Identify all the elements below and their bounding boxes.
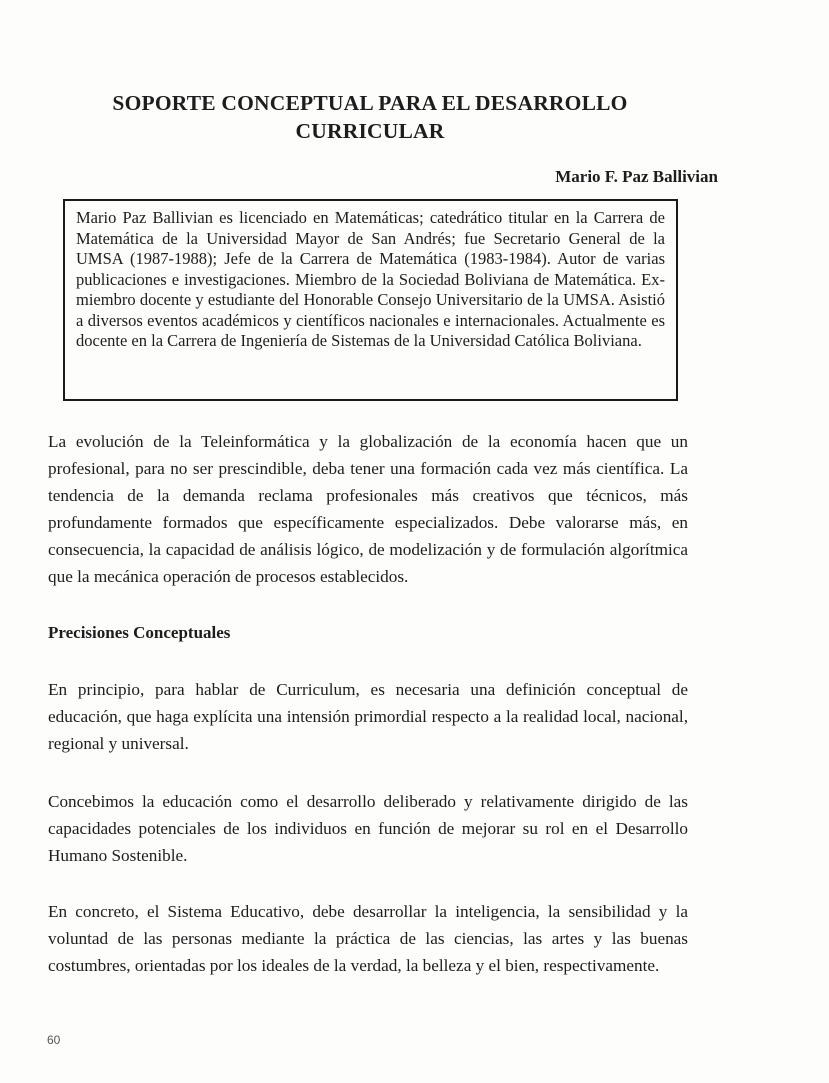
article-title-line-2: CURRICULAR (295, 119, 445, 143)
section-heading: Precisiones Conceptuales (48, 623, 231, 642)
author-bio-text: Mario Paz Ballivian es licenciado en Matemáticas; catedrático titular en la Carrera de Matemática de la Universidad Mayor de San Andrés; fue Secretario General de la UMSA (1987-1988); Jefe de la Carrera de Matemática (1983-1984). Autor de varias publicaciones e investigaciones. Miembro de la Sociedad Boliviana de Matemática. Ex-miembro docente y estudiante del Honorable Consejo Universitario de la UMSA. Asistió a diversos eventos académicos y científicos nacionales e internacionales. Actualmente es docente en la Carrera de Ingeniería de Sistemas de la Universidad Católica Boliviana. (76, 208, 665, 350)
intro-paragraph: La evolución de la Teleinformática y la globalización de la economía hacen que un profesional, para no ser prescindible, deba tener una formación cada vez más científica. La tendencia de la demanda reclama profesionales más creativos que técnicos, más profundamente formados que específicamente especializados. Debe valorarse más, en consecuencia, la capacidad de análisis lógico, de modelización y de formulación algorítmica que la mecánica operación de procesos establecidos. (48, 432, 688, 586)
page-number: 60 (47, 1033, 61, 1047)
author-bio-box (63, 199, 678, 401)
author-name: Mario F. Paz Ballivian (555, 167, 718, 186)
body-paragraph-4: En concreto, el Sistema Educativo, debe desarrollar la inteligencia, la sensibilidad y la voluntad de las personas mediante la práctica de las ciencias, las artes y las buenas costumbres, orientadas por los ideales de la verdad, la belleza y el bien, respectivamente. (48, 902, 688, 975)
body-paragraph-3: Concebimos la educación como el desarrollo deliberado y relativamente dirigido de las capacidades potenciales de los individuos en función de mejorar su rol en el Desarrollo Humano Sostenible. (48, 792, 688, 865)
article-title-line-1: SOPORTE CONCEPTUAL PARA EL DESARROLLO (112, 91, 628, 115)
body-paragraph-2: En principio, para hablar de Curriculum, es necesaria una definición conceptual de educación, que haga explícita una intensión primordial respecto a la realidad local, nacional, regional y universal. (48, 680, 688, 753)
article-title (0, 89, 740, 145)
